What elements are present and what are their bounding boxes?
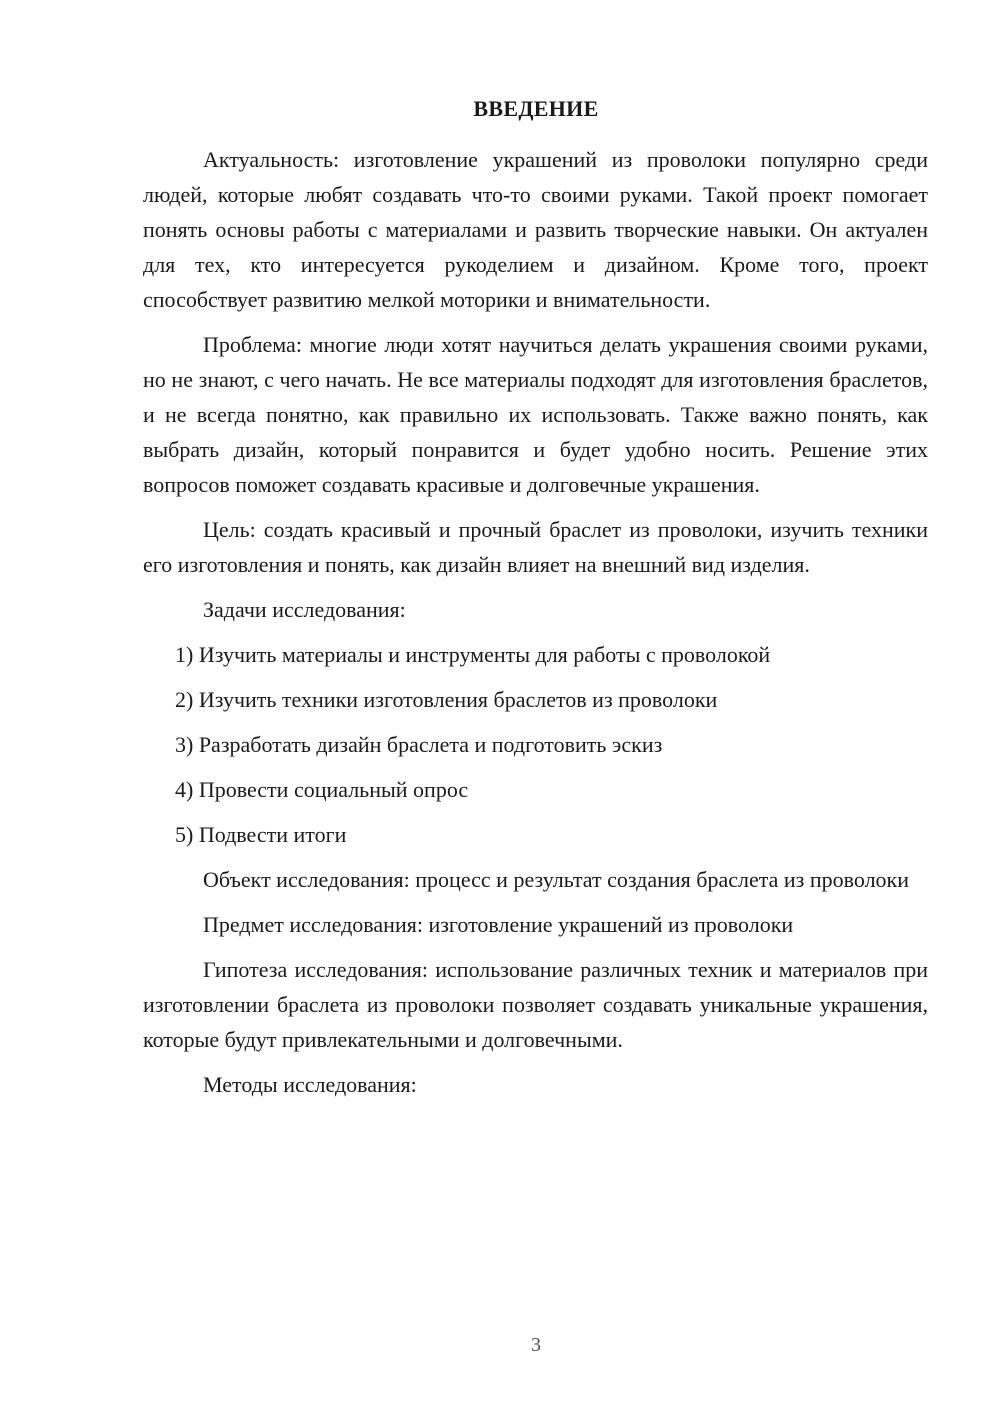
paragraph-hypothesis: Гипотеза исследования: использование различных техник и материалов при изготовлении браслета из проволоки позволяет создавать уникальные украшения, которые будут привлекательными и долговечными. <box>143 957 928 1052</box>
paragraph-subject: Предмет исследования: изготовление украшений из проволоки <box>203 912 794 937</box>
paragraph-relevance: Актуальность: изготовление украшений из проволоки популярно среди людей, которые любят создавать что-то своими руками. Такой проект помогает понять основы работы с материалами и развить творческие навыки. Он актуален для тех, кто интересуется рукоделием и дизайном. Кроме того, проект способствует развитию мелкой моторики и внимательности. <box>143 147 928 312</box>
page-number: 3 <box>531 1334 541 1356</box>
methods-title: Методы исследования: <box>203 1072 417 1097</box>
list-item: 3) Разработать дизайн браслета и подготовить эскиз <box>175 732 663 757</box>
body-text <box>143 142 928 1102</box>
list-item: 2) Изучить техники изготовления браслетов из проволоки <box>175 687 718 712</box>
list-item: 1) Изучить материалы и инструменты для работы с проволокой <box>175 642 771 667</box>
page-title: ВВЕДЕНИЕ <box>473 96 599 121</box>
tasks-list <box>143 637 928 852</box>
paragraph-problem: Проблема: многие люди хотят научиться делать украшения своими руками, но не знают, с чего начать. Не все материалы подходят для изготовления браслетов, и не всегда понятно, как правильно их использовать. Также важно понять, как выбрать дизайн, который понравится и будет удобно носить. Решение этих вопросов поможет создавать красивые и долговечные украшения. <box>143 332 928 497</box>
list-item: 5) Подвести итоги <box>175 822 347 847</box>
tasks-title: Задачи исследования: <box>203 597 406 622</box>
paragraph-object: Объект исследования: процесс и результат создания браслета из проволоки <box>203 867 910 892</box>
list-item: 4) Провести социальный опрос <box>175 777 469 802</box>
paragraph-goal: Цель: создать красивый и прочный браслет из проволоки, изучить техники его изготовления и понять, как дизайн влияет на внешний вид изделия. <box>143 517 928 577</box>
